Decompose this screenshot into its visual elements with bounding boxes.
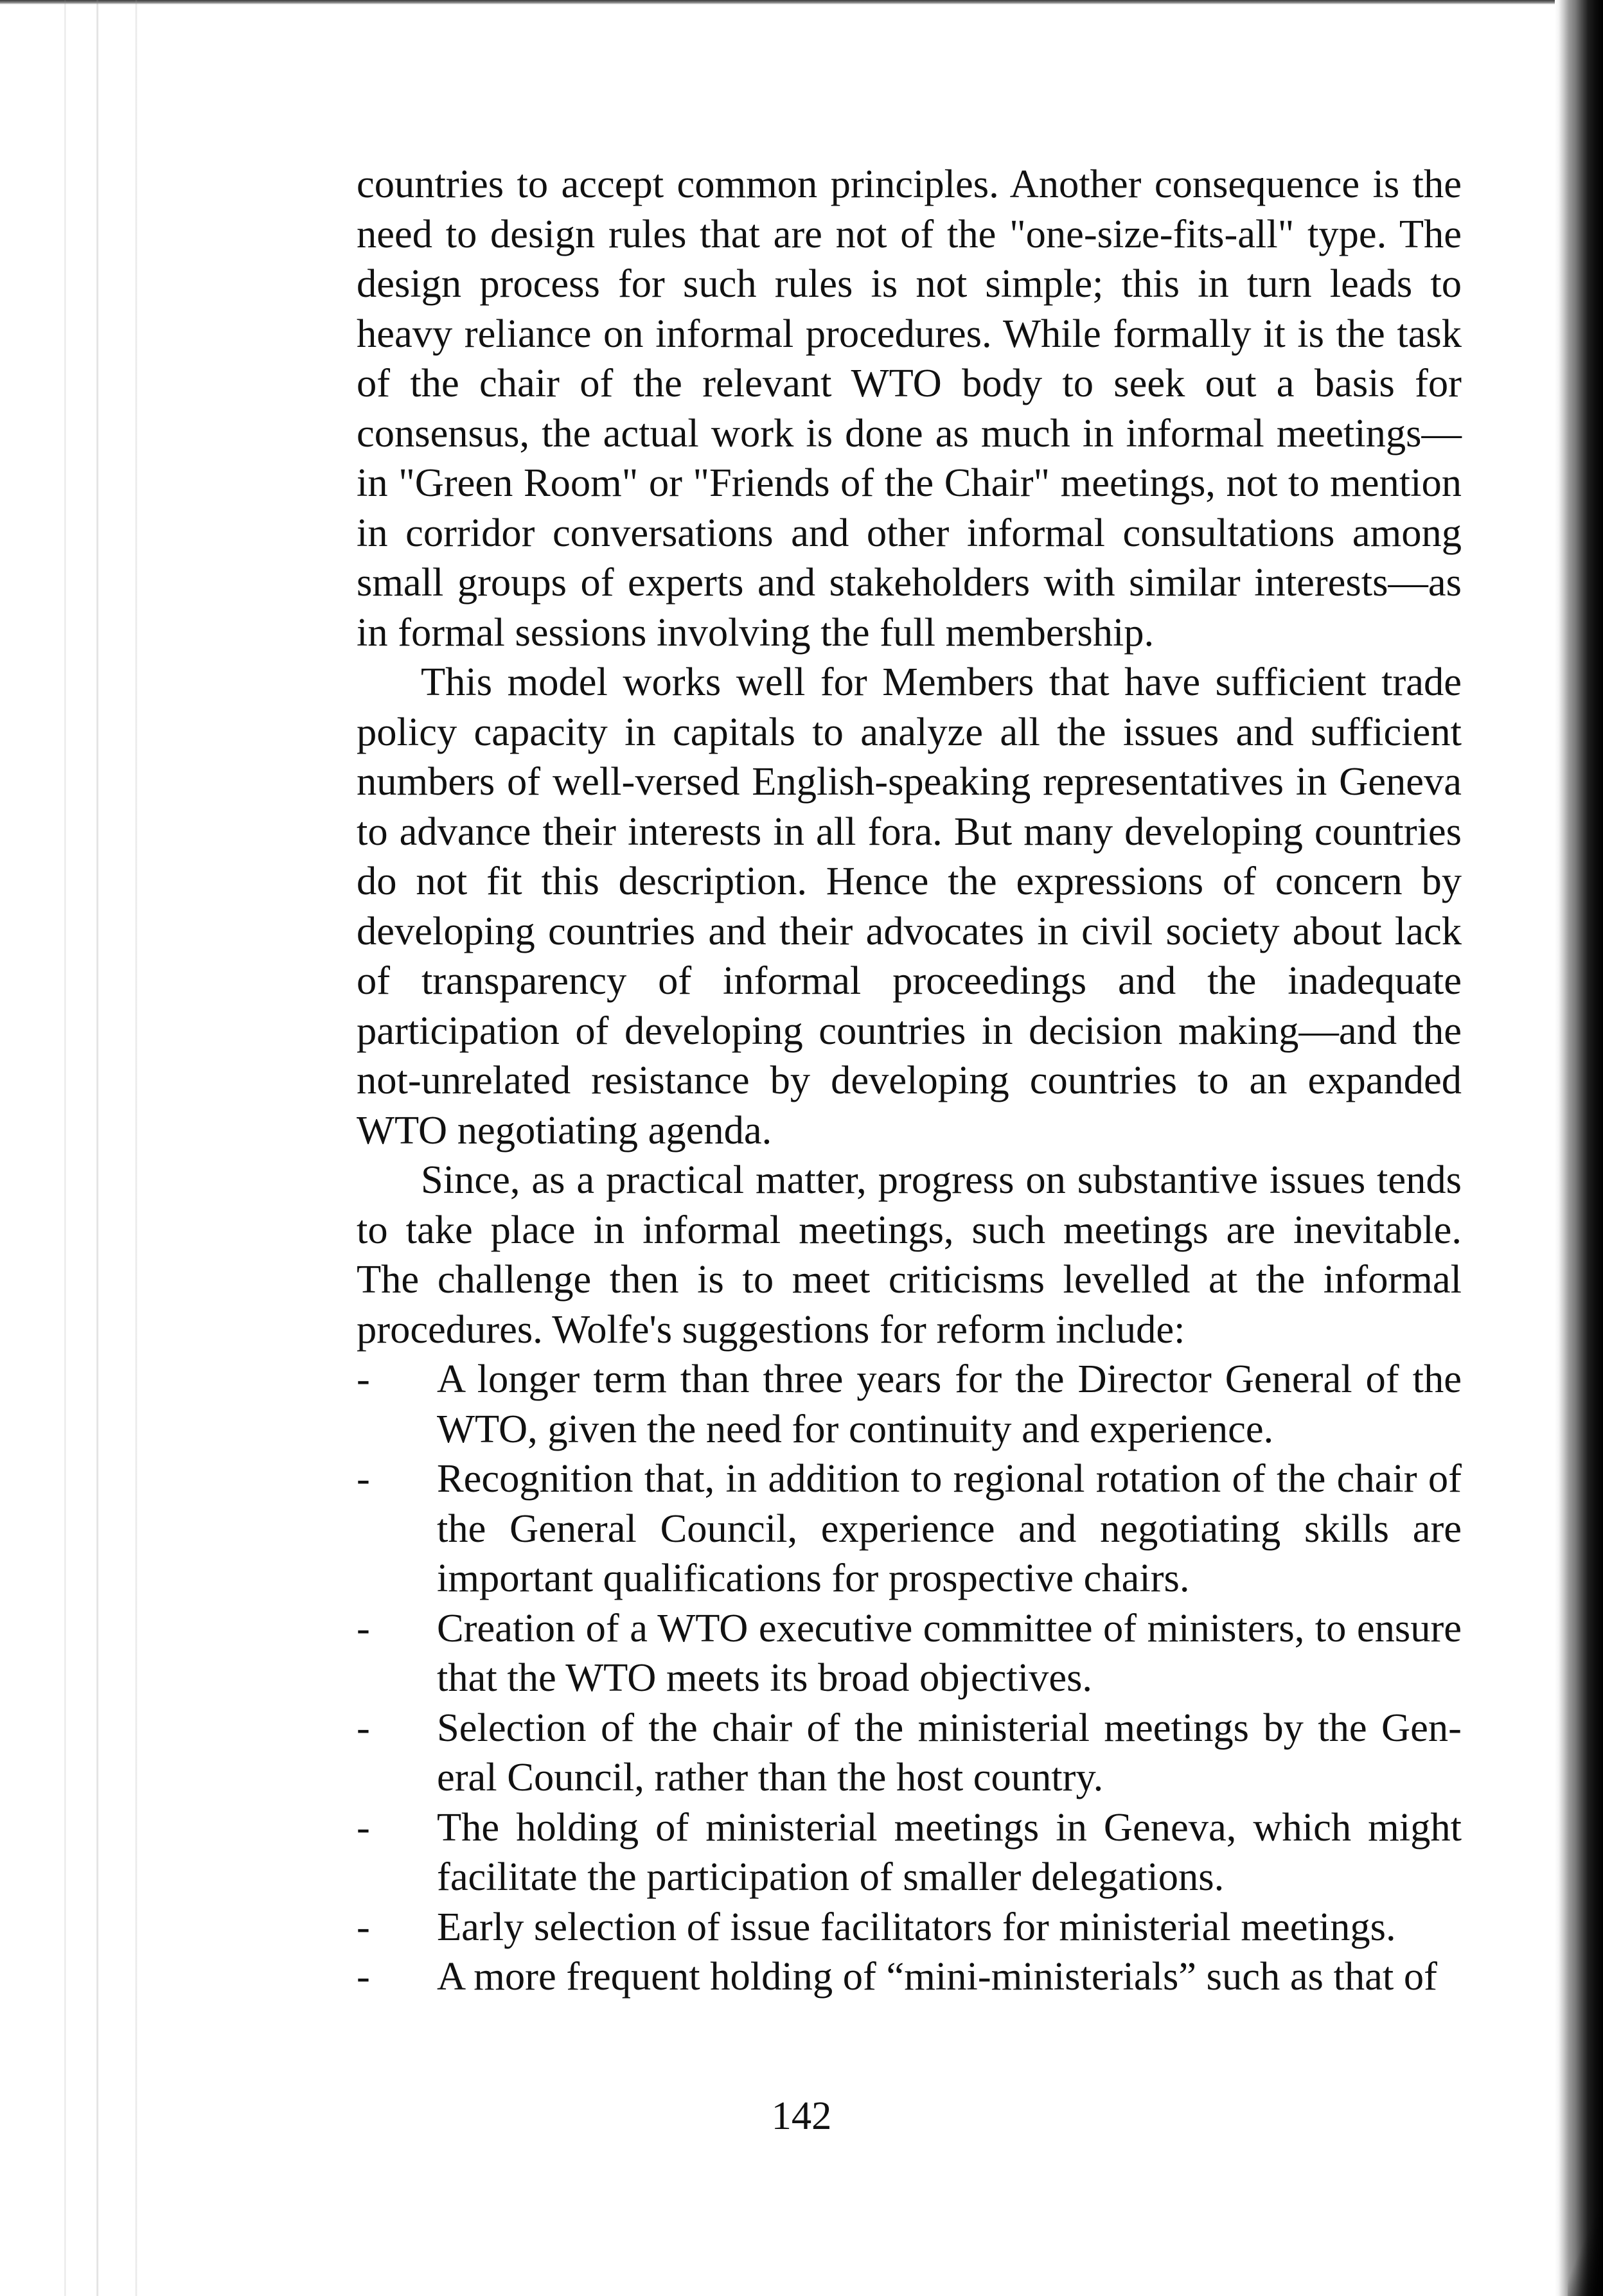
list-item — [357, 1603, 1462, 1703]
scan-gutter-shadow — [0, 0, 167, 2296]
list-item — [357, 1454, 1462, 1603]
page-number: 142 — [771, 2093, 832, 2138]
list-item — [357, 1902, 1462, 1952]
paragraph-continuation: countries to accept common principles. Another consequence is the need to design rules that are not of the "one-size-fits-all" type. The design process for such rules is not simple; this in turn leads to heavy reliance on informal procedures. While formally it is the task of the chair of the relevant WTO body to seek out a basis for consensus, the actual work is done as much in informal meetings—in "Green Room" or "Friends of the Chair" meetings, not to mention in corridor conversations and other informal consultations among small groups of experts and stakeholders with similar interests—as in formal sessions involving the full membership. — [357, 161, 1462, 655]
list-item-text: Creation of a WTO executive committee of ministers, to ensure that the WTO meets its broad objectives. — [437, 1605, 1462, 1700]
book-binding-fold — [1568, 2212, 1603, 2296]
list-item-text: Selection of the chair of the ministerial meetings by the General Council, rather than the host country. — [437, 1704, 1462, 1799]
paragraph-informal-meetings: Since, as a practical matter, progress on substantive issues tends to take place in informal meetings, such meetings are inevitable. The challenge then is to meet criticisms levelled at the informal procedures. Wolfe's suggestions for reform include: — [357, 1157, 1462, 1352]
list-item — [357, 1703, 1462, 1803]
list-item — [357, 1354, 1462, 1454]
list-item — [357, 1952, 1462, 2002]
book-binding-edge — [1555, 0, 1603, 2296]
bullet-dash: - — [357, 1903, 370, 1949]
scan-top-edge — [0, 0, 1568, 4]
page-body — [357, 159, 1462, 2002]
bullet-dash: - — [357, 1456, 370, 1501]
bullet-dash: - — [357, 1605, 370, 1650]
list-item-text: A more frequent holding of “mini-ministerials” such as that of — [437, 1954, 1437, 1999]
list-item-text: The holding of ministerial meetings in Geneva, which might facilitate the participation of smaller delegations. — [437, 1804, 1462, 1899]
paragraph-model: This model works well for Members that have sufficient trade policy capacity in capitals to analyze all the issues and sufficient numbers of well-versed English-speaking representatives in Geneva to advance their interests in all fora. But many developing countries do not fit this description. Hence the expressions of concern by developing countries and their advocates in civil society about lack of transparency of informal proceedings and the inadequate participation of developing countries in decision making—and the not-unrelated resistance by developing countries to an expanded WTO negotiating agenda. — [357, 659, 1462, 1152]
list-item-text: Recognition that, in addition to regional rotation of the chair of the General Council, experience and negotiating skills are important qualifications for prospective chairs. — [437, 1456, 1462, 1600]
bullet-dash: - — [357, 1804, 370, 1850]
reform-suggestions-list — [357, 1354, 1462, 2002]
bullet-dash: - — [357, 1704, 370, 1750]
list-item-text: A longer term than three years for the Director General of the WTO, given the need for continuity and experience. — [437, 1356, 1462, 1451]
list-item — [357, 1803, 1462, 1902]
bullet-dash: - — [357, 1356, 370, 1401]
bullet-dash: - — [357, 1954, 370, 1999]
list-item-text: Early selection of issue facilitators for ministerial meetings. — [437, 1903, 1396, 1949]
